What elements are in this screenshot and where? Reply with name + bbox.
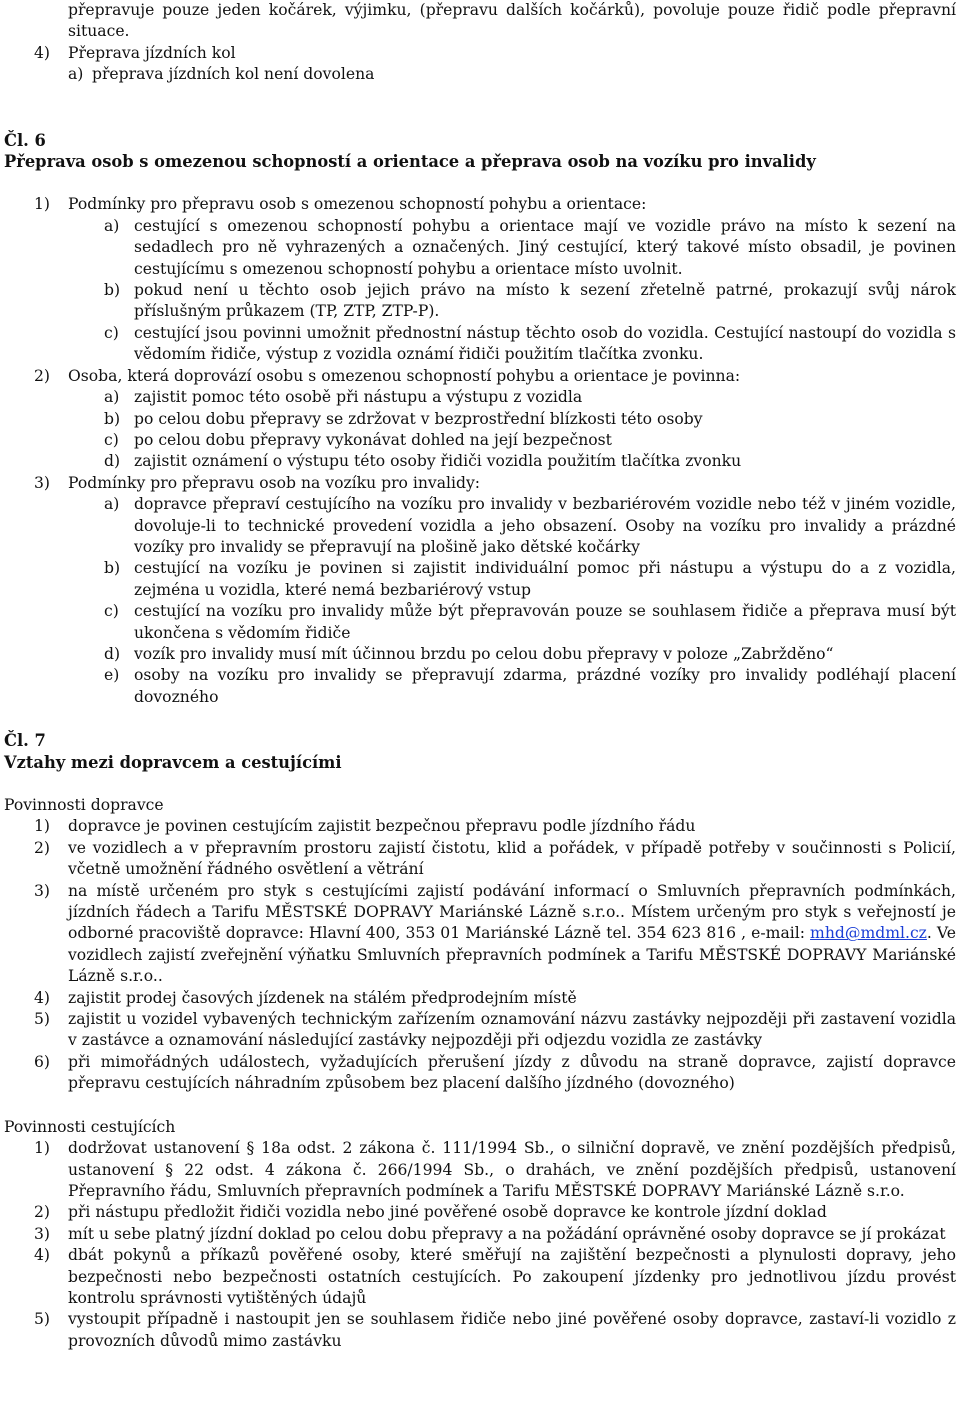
list-item: [4, 988, 956, 1009]
item-number: 3): [34, 881, 51, 900]
list-subitem: [4, 430, 956, 451]
list-subitem: [4, 409, 956, 430]
item-text: zajistit prodej časových jízdenek na stálém předprodejním místě: [68, 988, 577, 1007]
subitem-letter: b): [104, 559, 121, 578]
list-item: [4, 816, 956, 837]
subitem-letter: a): [104, 216, 120, 235]
list-item: [4, 366, 956, 387]
subitem-text: zajistit oznámení o výstupu této osoby řidiči vozidla použitím tlačítka zvonku: [134, 452, 742, 471]
list-item: [4, 1245, 956, 1309]
item-number: 3): [34, 1224, 51, 1243]
subitem-letter: c): [104, 323, 119, 342]
item-number: 3): [34, 473, 51, 492]
item-text: při mimořádných událostech, vyžadujících přerušení jízdy z důvodu na straně dopravce, zajistí dopravce přepravu cestujících náhradním způsobem bez placení dalšího jízdného (dovozného): [68, 1052, 956, 1093]
chapter-label: Čl. 6: [4, 130, 46, 150]
subitem-text: cestující jsou povinni umožnit přednostní nástup těchto osob do vozidla. Cestující nastoupí do vozidla s vědomím řidiče, výstup z vozidla oznámí řidiči použitím tlačítka zvonku.: [134, 323, 956, 364]
subitem-text: cestující s omezenou schopností pohybu a orientace mají ve vozidle právo na místo k sezení na sedadlech pro ně vyhrazených a označených. Jiný cestující, který takové místo obsadil, je povinen cestujícímu s omezenou schopností pohybu a orientace místo uvolnit.: [134, 216, 956, 278]
list-subitem: [4, 323, 956, 366]
item-text: mít u sebe platný jízdní doklad po celou dobu přepravy a na požádání oprávněné osoby dopravce se jí prokázat: [68, 1224, 946, 1243]
list-subitem: [4, 558, 956, 601]
item-text: dodržovat ustanovení § 18a odst. 2 zákona č. 111/1994 Sb., o silniční dopravě, ve znění pozdějších předpisů, ustanovení § 22 odst. 4 zákona č. 266/1994 Sb., o drahách, ve znění pozdějších předpisů, ustanovení Přepravního řádu, Smluvních přepravních podmínek a Tarifu MĚSTSKÉ DOPRAVY Mariánské Lázně s.r.o.: [68, 1139, 956, 1200]
subitem-text: po celou dobu přepravy se zdržovat v bezprostřední blízkosti této osoby: [134, 409, 703, 428]
subitem-letter: c): [104, 430, 119, 449]
chapter-title: Přeprava osob s omezenou schopností a orientace a přeprava osob na vozíku pro invalidy: [4, 152, 816, 172]
subitem-text: osoby na vozíku pro invalidy se přepravují zdarma, prázdné vozíky pro invalidy podléhají placení dovozného: [134, 666, 956, 706]
item-number: 4): [34, 988, 51, 1007]
item-number: 5): [34, 1310, 51, 1329]
item-number: 1): [34, 817, 51, 836]
item-number: 4): [34, 1246, 51, 1265]
item-number: 1): [34, 195, 51, 214]
list-subitem: [4, 644, 956, 665]
list-item: [4, 1202, 956, 1223]
list-item: [4, 1309, 956, 1352]
item-number: 2): [34, 838, 51, 857]
item-text: ve vozidlech a v přepravním prostoru zajistí čistotu, klid a pořádek, v případě potřeby v součinnosti s Policií, včetně umožnění řádného osvětlení a větrání: [68, 838, 956, 879]
list-item: [4, 194, 956, 215]
list-subitem: [4, 451, 956, 472]
section-label: Povinnosti cestujících: [4, 1117, 176, 1136]
subitem-text: vozík pro invalidy musí mít účinnou brzdu po celou dobu přepravy v poloze „Zabržděno“: [134, 644, 834, 663]
subitem-letter: b): [104, 281, 121, 300]
subitem-text: pokud není u těchto osob jejich právo na místo k sezení zřetelně patrné, prokazují svůj nárok příslušným průkazem (TP, ZTP, ZTP-P).: [134, 281, 956, 321]
list-subitem: [4, 665, 956, 708]
subitem-letter: c): [104, 602, 119, 621]
item-text: Podmínky pro přepravu osob s omezenou schopností pohybu a orientace:: [68, 195, 647, 214]
subitem-letter: a): [68, 65, 84, 84]
list-subitem: [4, 387, 956, 408]
item-text: dbát pokynů a příkazů pověřené osoby, které směřují na zajištění bezpečnosti a plynulosti dopravy, jeho bezpečnosti nebo bezpečnosti ostatních cestujících. Po zakoupení jízdenky pro jednotlivou jízdu provést kontrolu správnosti vytištěných údajů: [68, 1246, 956, 1307]
subitem-text: dopravce přepraví cestujícího na vozíku pro invalidy v bezbariérovém vozidle nebo též v jiném vozidle, dovoluje-li to technické provedení vozidla a jeho obsazení. Osoby na vozíku pro invalidy a prázdné vozíky pro invalidy se přepravují na plošině jako dětské kočárky: [134, 495, 956, 556]
subitem-letter: d): [104, 644, 121, 663]
continuation-paragraph: přepravuje pouze jeden kočárek, výjimku, (přepravu dalších kočárků), povoluje pouze řidič podle přepravní situace.: [68, 1, 956, 41]
list-item: [4, 1009, 956, 1052]
chapter-title: Vztahy mezi dopravcem a cestujícími: [4, 752, 342, 772]
item-text: při nástupu předložit řidiči vozidla nebo jiné pověřené osobě dopravce ke kontrole jízdní doklad: [68, 1203, 827, 1222]
chapter-label: Čl. 7: [4, 731, 46, 751]
list-subitem: [4, 280, 956, 323]
item-number: 2): [34, 366, 51, 385]
item-text: dopravce je povinen cestujícím zajistit bezpečnou přepravu podle jízdního řádu: [68, 817, 696, 836]
item-text: vystoupit případně i nastoupit jen se souhlasem řidiče nebo jiné pověřené osoby dopravce, zastaví-li vozidlo z provozních důvodů mimo zastávku: [68, 1310, 956, 1350]
subitem-letter: a): [104, 388, 120, 407]
subitem-letter: d): [104, 452, 121, 471]
item-text: zajistit u vozidel vybavených technickým zařízením oznamování názvu zastávky nejpozději při zastavení vozidla v zastávce a oznamování následující zastávky nejpozději při odjezdu vozidla ze zastávky: [68, 1010, 956, 1050]
list-subitem: [4, 494, 956, 558]
list-item: [4, 1138, 956, 1202]
subitem-text: zajistit pomoc této osobě při nástupu a výstupu z vozidla: [134, 388, 583, 407]
subitem-text: přeprava jízdních kol není dovolena: [92, 65, 375, 84]
item-text: Přeprava jízdních kol: [68, 43, 236, 62]
subitem-letter: a): [104, 495, 120, 514]
subitem-text: cestující na vozíku je povinen si zajistit individuální pomoc při nástupu a výstupu do a z vozidla, zejména u vozidla, které nemá bezbariérový vstup: [134, 559, 956, 599]
subitem-letter: e): [104, 666, 120, 685]
subitem-text: po celou dobu přepravy vykonávat dohled na její bezpečnost: [134, 430, 612, 449]
section-label: Povinnosti dopravce: [4, 796, 164, 814]
item-number: 2): [34, 1203, 51, 1222]
item-number: 1): [34, 1139, 51, 1158]
list-item: [4, 1052, 956, 1095]
email-link[interactable]: mhd@mdml.cz: [810, 924, 927, 943]
list-item: [4, 881, 956, 988]
item-text: Osoba, která doprovází osobu s omezenou schopností pohybu a orientace je povinna:: [68, 366, 741, 385]
passenger-duties-list: [4, 1138, 956, 1352]
item-number: 4): [34, 43, 51, 62]
chapter-6-list: [4, 194, 956, 708]
subitem-letter: b): [104, 409, 121, 428]
subitem-text: cestující na vozíku pro invalidy může být přepravován pouze se souhlasem řidiče a přeprava musí být ukončena s vědomím řidiče: [134, 602, 956, 642]
list-subitem: [4, 216, 956, 280]
list-item: [4, 1224, 956, 1245]
item-number: 5): [34, 1010, 51, 1029]
list-subitem: [4, 64, 956, 85]
list-subitem: [4, 601, 956, 644]
item-text: Podmínky pro přepravu osob na vozíku pro invalidy:: [68, 473, 481, 492]
list-item: [4, 473, 956, 494]
item-number: 6): [34, 1052, 51, 1071]
list-item: [4, 838, 956, 881]
item-text: na místě určeném pro styk s cestujícími zajistí podávání informací o Smluvních přepravních podmínkách, jízdních řádech a Tarifu MĚSTSKÉ DOPRAVY Mariánské Lázně s.r.o.. Místem určeným pro styk s veřejností je odborné pracoviště dopravce: Hlavní 400, 353 01 Mariánské Lázně tel. 354 623 816 , e-mail: mhd@mdml.cz. Ve vozidlech zajistí zveřejnění výňatku Smluvních přepravních podmínek a Tarifu MĚSTSKÉ DOPRAVY Mariánské Lázně s.r.o..: [68, 881, 956, 986]
carrier-duties-list: [4, 816, 956, 1094]
list-item: [4, 43, 956, 64]
